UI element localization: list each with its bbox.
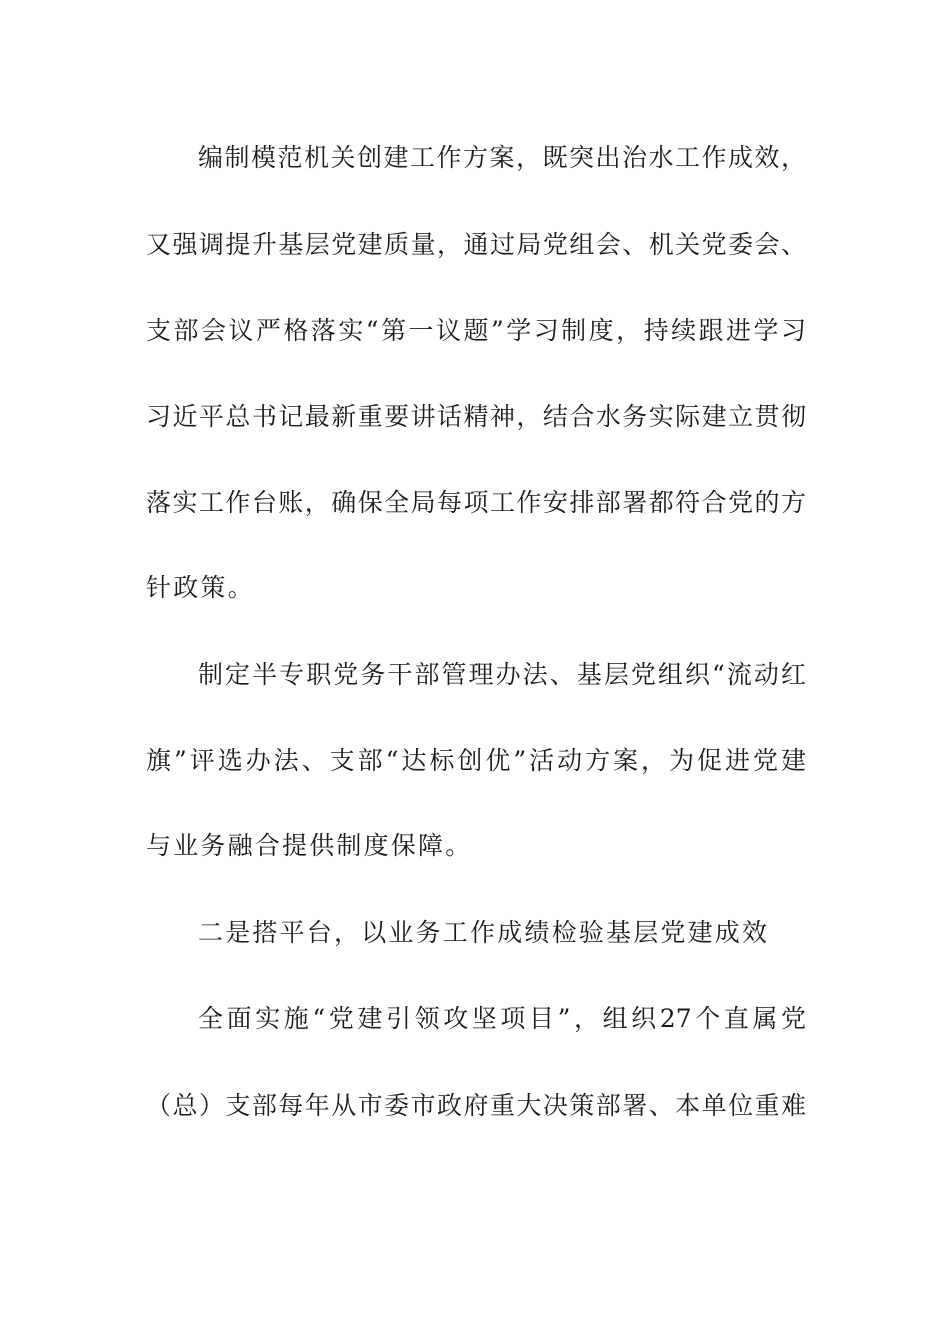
paragraph-1-line-5: 落实工作台账，确保全局每项工作安排部署都符合党的方 [146, 488, 806, 517]
paragraph-1-line-1: 编制模范机关创建工作方案，既突出治水工作成效， [198, 143, 806, 172]
paragraph-1-line-4: 习近平总书记最新重要讲话精神，结合水务实际建立贯彻 [146, 402, 806, 431]
paragraph-1-line-3: 支部会议严格落实“第一议题”学习制度，持续跟进学习 [146, 316, 806, 345]
paragraph-3-line-1: 全面实施“党建引领攻坚项目”，组织27个直属党 [198, 1004, 806, 1033]
section-heading: 二是搭平台，以业务工作成绩检验基层党建成效 [198, 918, 770, 947]
paragraph-2-line-1: 制定半专职党务干部管理办法、基层党组织“流动红 [198, 660, 806, 689]
paragraph-3-line-2: （总）支部每年从市委市政府重大决策部署、本单位重难 [146, 1091, 806, 1120]
paragraph-2-line-3: 与业务融合提供制度保障。 [146, 831, 473, 860]
paragraph-1-line-2: 又强调提升基层党建质量，通过局党组会、机关党委会、 [146, 230, 806, 259]
paragraph-2-line-2: 旗”评选办法、支部“达标创优”活动方案，为促进党建 [146, 746, 806, 775]
paragraph-1-line-6: 针政策。 [146, 573, 255, 602]
